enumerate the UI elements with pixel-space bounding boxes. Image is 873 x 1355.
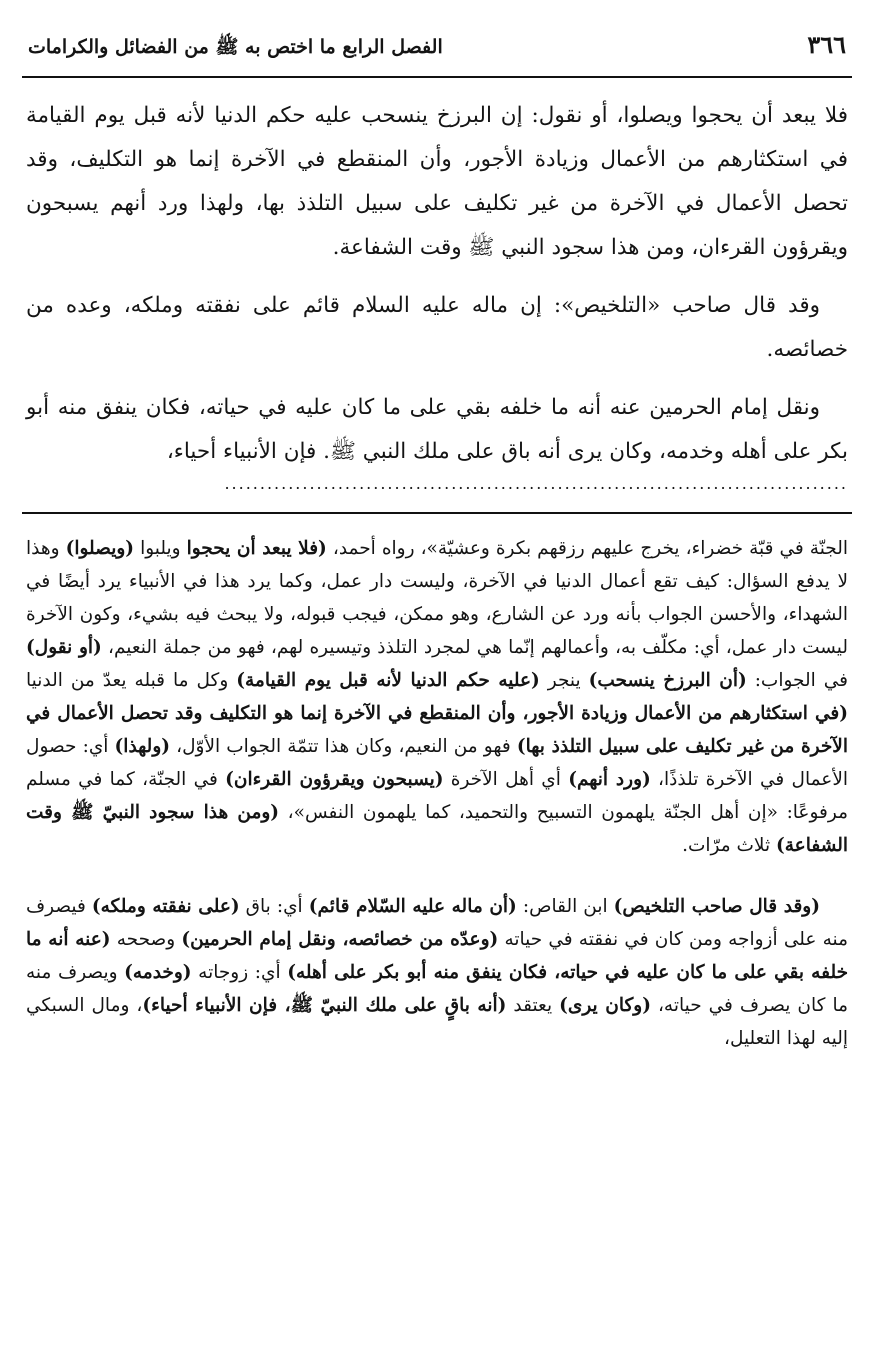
commentary-text: في الجنّة، كما في مسلم مرفوعًا: «إن أهل الجنّة يلهمون التسبيح والتحميد، كما يلهمون النفس»،: [26, 769, 848, 823]
quoted-matn: (ويصلوا): [65, 538, 135, 559]
quoted-matn: (أنه باقٍ على ملك النبيّ ﷺ، فإن الأنبياء أحياء): [142, 995, 507, 1016]
text-commentary-separator: [22, 512, 852, 514]
quoted-matn: (عنه أنه ما خلفه بقي على ما كان عليه في حياته، فكان ينفق منه أبو بكر على أهله): [26, 929, 849, 983]
main-paragraph-2: وقد قال صاحب «التلخيص»: إن ماله عليه السلام قائم على نفقته وملكه، وعده من خصائصه.: [26, 293, 848, 362]
quoted-matn: (وخدمه): [124, 962, 192, 983]
commentary-text: ويلبوا: [134, 538, 187, 559]
quoted-matn: (ومن هذا سجود النبيّ ﷺ وقت الشفاعة): [26, 802, 848, 856]
commentary-text: فيصرف منه على أزواجه ومن كان في نفقته في حياته: [26, 896, 848, 950]
commentary-paragraph-2: [26, 890, 848, 1055]
commentary-paragraph-1: [26, 532, 848, 862]
chapter-title: الفصل الرابع ما اختص به ﷺ من الفضائل والكرامات: [28, 36, 443, 58]
continuation-dots: ........................................................................................: [224, 474, 848, 493]
commentary-text: ينجر: [539, 670, 589, 691]
main-text: [22, 94, 852, 492]
commentary-text: وصححه: [110, 929, 182, 950]
quoted-matn: (وكان يرى): [559, 995, 651, 1016]
commentary-text: الجنّة في قبّة خضراء، يخرج عليهم رزقهم بكرة وعشيّة»، رواه أحمد،: [326, 538, 849, 559]
quoted-matn: (أو نقول): [26, 637, 102, 658]
quoted-matn: (فلا يبعد أن يحجوا: [186, 538, 327, 559]
commentary-text: يعتقد: [506, 995, 560, 1016]
quoted-matn: (وعدّه من خصائصه، ونقل إمام الحرمين): [181, 929, 499, 950]
quoted-matn: (ورد أنهم): [568, 769, 651, 790]
quoted-matn: (على نفقته وملكه): [91, 896, 240, 917]
running-header: [22, 30, 852, 78]
commentary-text: وكل ما قبله يعدّ من الدنيا: [26, 670, 237, 691]
quoted-matn: (عليه حكم الدنيا لأنه قبل يوم القيامة): [236, 670, 540, 691]
book-page: [22, 30, 852, 1330]
quoted-matn: (يسبحون ويقرؤون القرءان): [225, 769, 444, 790]
commentary-text: وهذا لا يدفع السؤال: كيف تقع أعمال الدنيا في الآخرة، وليست دار عمل، وكما يرد هذا في الأنبياء يرد أيضًا في الشهداء، والأحسن الجواب بأنه ورد عن الشارع، وهو ممكن، فيجب قبوله، ولا يبحث فيه بشيء، وكون الآخرة ليست دار عمل، أي: مكلّف به، وأعمالهم إنّما هي لمجرد التلذذ وتيسيره لهم، فهو من جملة النعيم،: [26, 538, 848, 658]
main-paragraph-1: فلا يبعد أن يحجوا ويصلوا، أو نقول: إن البرزخ ينسحب عليه حكم الدنيا لأنه قبل يوم القيامة في استكثارهم من الأعمال وزيادة الأجور، وأن المنقطع في الآخرة إنما هو التكليف، وقد تحصل الأعمال في الآخرة من غير تكليف على سبيل التلذذ بها، ولهذا ورد أنهم يسبحون ويقرؤون القرءان، ومن هذا سجود النبي ﷺ وقت الشفاعة.: [26, 103, 848, 260]
quoted-matn: (وقد قال صاحب التلخيص): [613, 896, 820, 917]
commentary-text: أي أهل الآخرة: [443, 769, 569, 790]
quoted-matn: (أن ماله عليه السّلام قائم): [308, 896, 517, 917]
commentary-text: فهو من النعيم، وكان هذا تتمّة الجواب الأوّل،: [170, 736, 517, 757]
commentary-text: أي: زوجاته: [191, 962, 288, 983]
commentary: [22, 532, 852, 1055]
commentary-text: أي: باق: [239, 896, 309, 917]
quoted-matn: (أن البرزخ ينسحب): [588, 670, 747, 691]
commentary-text: ثلاث مرّات.: [682, 835, 776, 856]
main-paragraph-3: ونقل إمام الحرمين عنه أنه ما خلفه بقي على ما كان عليه في حياته، فكان ينفق منه أبو بكر على أهله وخدمه، وكان يرى أنه باق على ملك النبي ﷺ. فإن الأنبياء أحياء،: [26, 395, 848, 464]
quoted-matn: (ولهذا): [114, 736, 171, 757]
commentary-text: ويصرف منه ما كان يصرف في حياته،: [26, 962, 848, 1016]
commentary-text: أي: حصول الأعمال في الآخرة تلذذًا،: [26, 736, 849, 790]
commentary-text: في الجواب:: [746, 670, 848, 691]
commentary-text: ، ومال السبكي إليه لهذا التعليل،: [26, 995, 848, 1049]
commentary-text: ابن القاص:: [516, 896, 614, 917]
quoted-matn: (في استكثارهم من الأعمال وزيادة الأجور، وأن المنقطع في الآخرة إنما هو التكليف وقد تحصل الأعمال في الآخرة من غير تكليف على سبيل التلذذ بها): [26, 703, 848, 757]
page-number: ٣٦٦: [807, 30, 846, 59]
